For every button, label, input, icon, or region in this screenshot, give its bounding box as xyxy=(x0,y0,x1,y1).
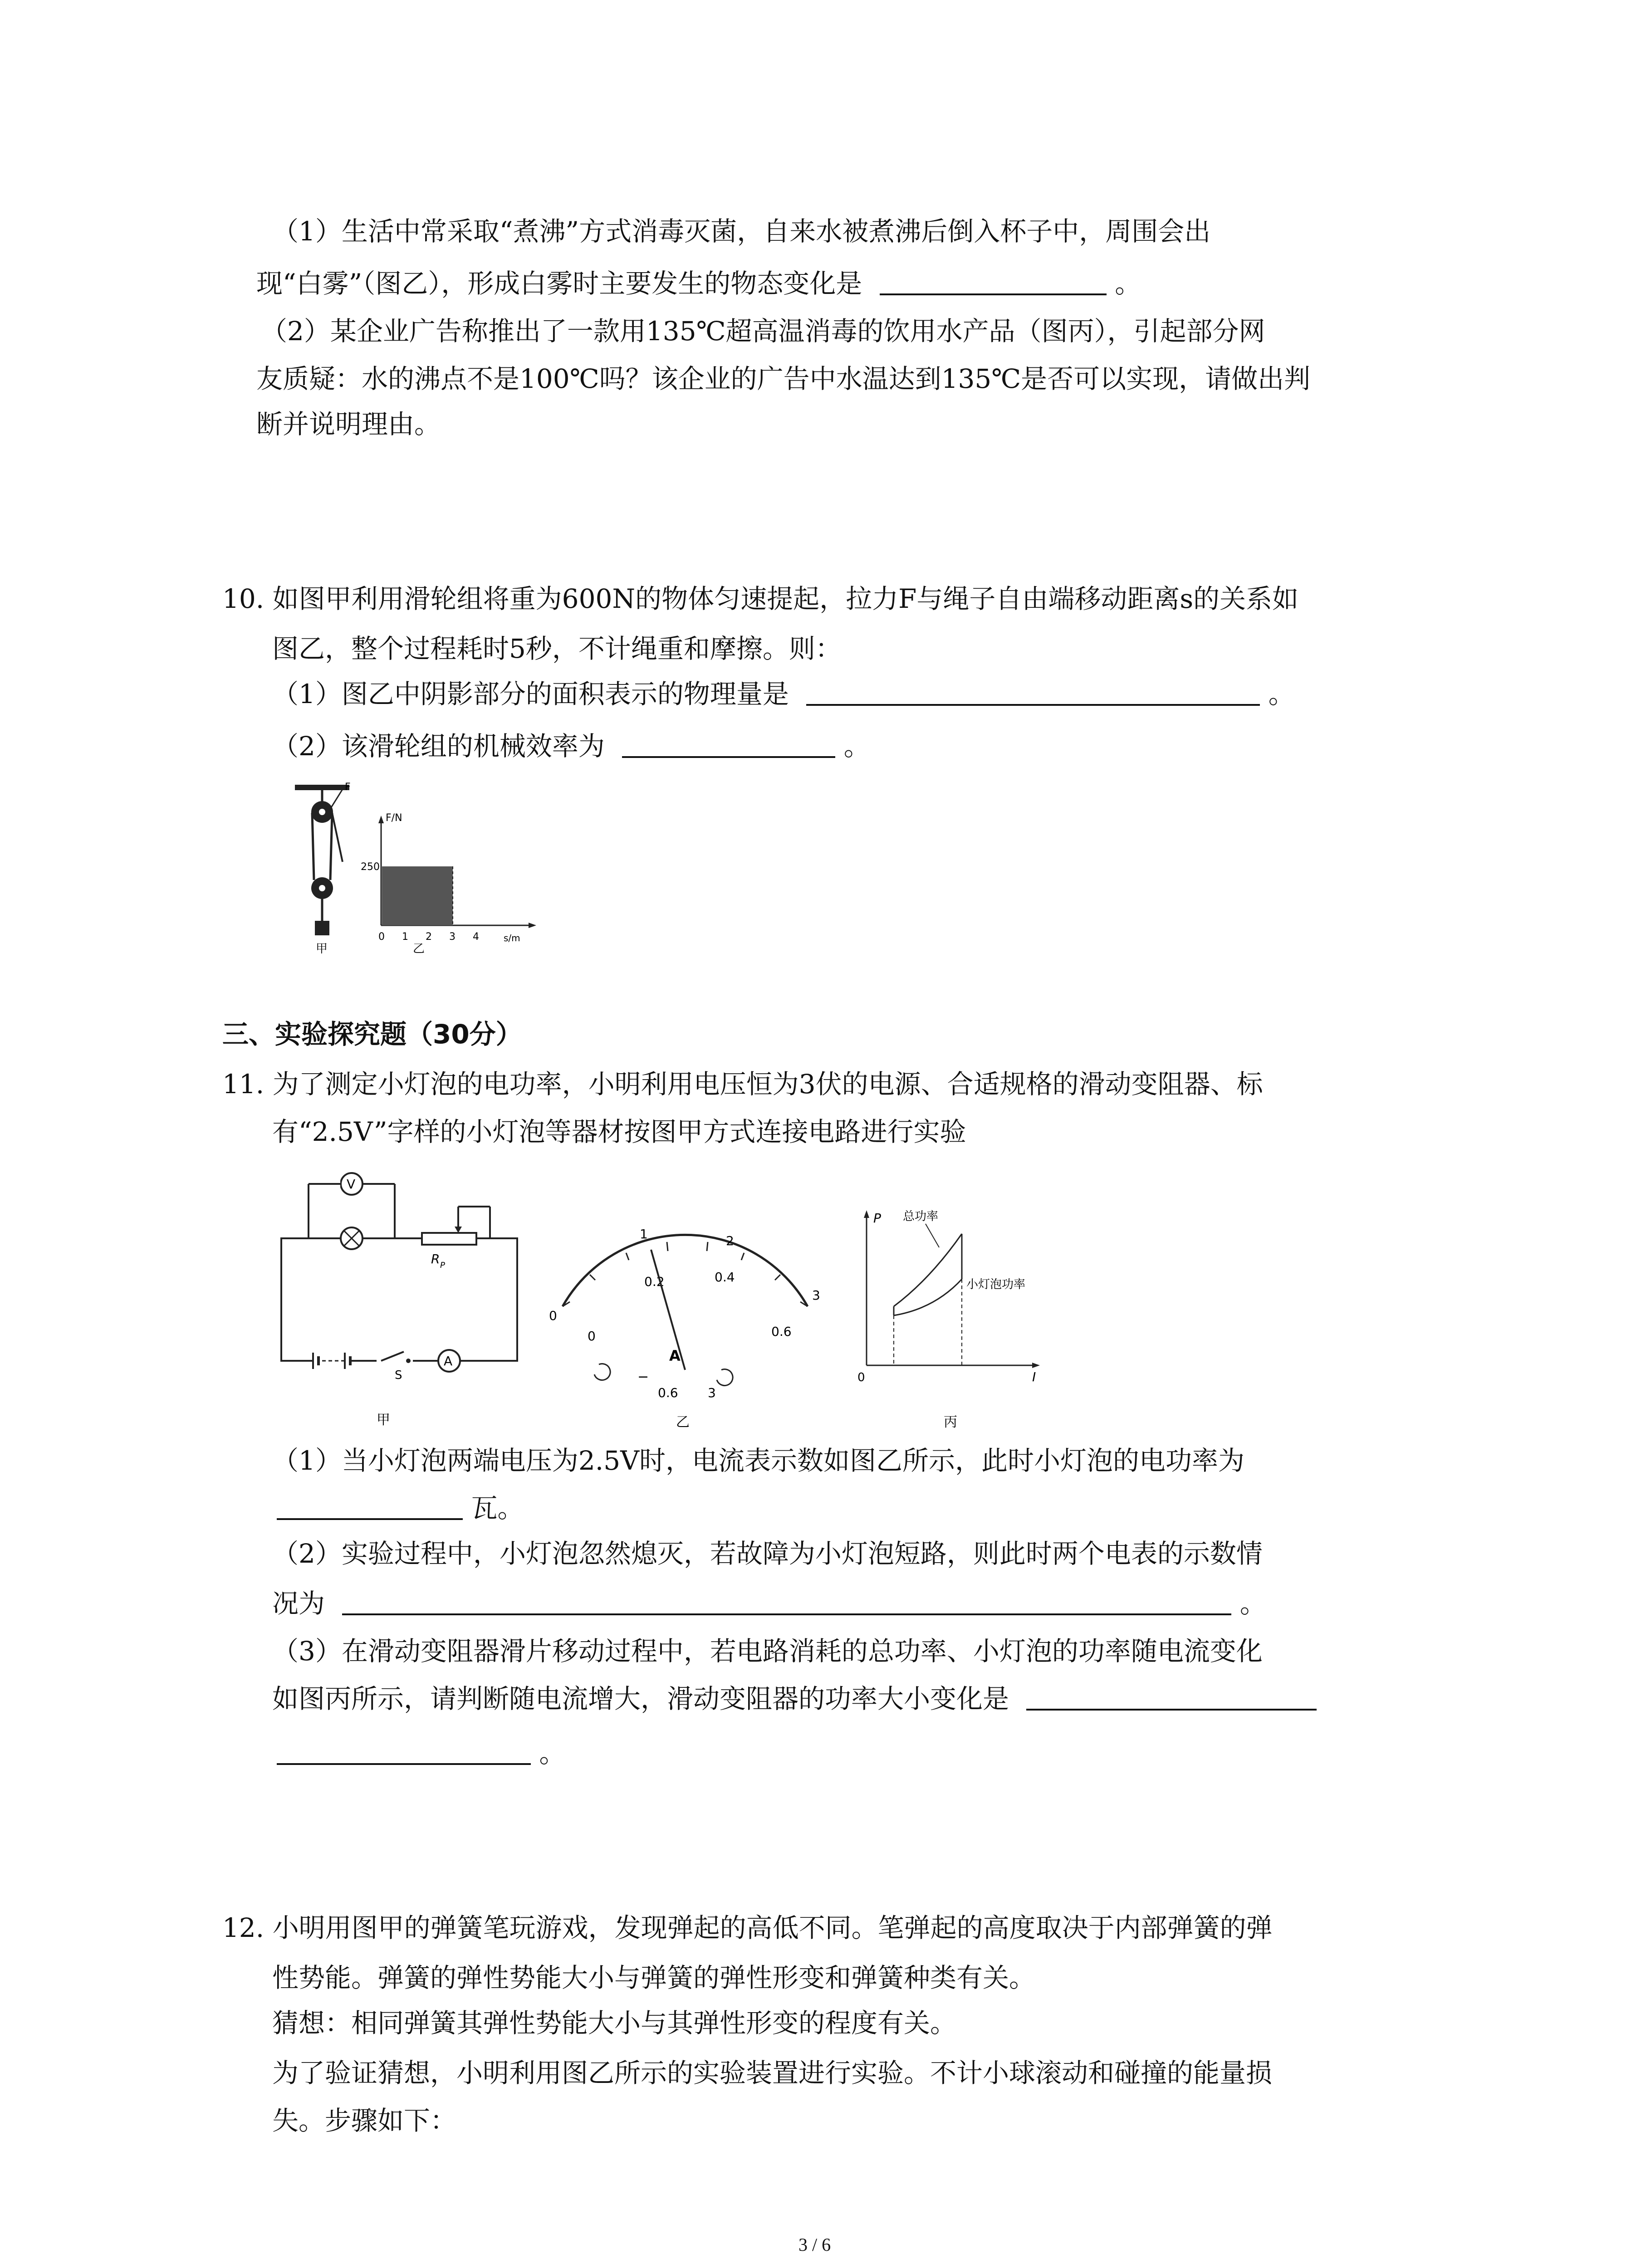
q12-line1: 12. 小明用图甲的弹簧笔玩游戏，发现弹起的高低不同。笔弹起的高度取决于内部弹簧的弹 xyxy=(222,1912,1273,1943)
x-tick-4: 4 xyxy=(473,931,479,943)
y-tick-250: 250 xyxy=(361,861,380,873)
q10-part1 xyxy=(272,676,1295,712)
punct: 。 xyxy=(1239,1588,1266,1619)
rheostat-label: R xyxy=(431,1251,440,1266)
total-power-label: 总功率 xyxy=(903,1210,939,1223)
page-number: 3 / 6 xyxy=(798,2234,831,2255)
caption-jia: 甲 xyxy=(377,1412,390,1428)
punct: 。 xyxy=(1268,679,1295,709)
q11-part2-text: 况为 xyxy=(272,1588,325,1619)
label-jia: 甲 xyxy=(316,942,328,956)
q11-part1-line1: （1）当小灯泡两端电压为2.5V时，电流表示数如图乙所示，此时小灯泡的电功率为 xyxy=(272,1445,1245,1476)
q12-line3: 猜想：相同弹簧其弹性势能大小与其弹性形变的程度有关。 xyxy=(272,2008,957,2038)
ceiling-beam xyxy=(295,785,349,790)
q10-part1-text: （1）图乙中阴影部分的面积表示的物理量是 xyxy=(272,679,789,709)
caption-yi: 乙 xyxy=(676,1414,690,1429)
q9-part2-line1: （2）某企业广告称推出了一款用135℃超高温消毒的饮用水产品（图丙），引起部分网 xyxy=(261,316,1265,347)
q11-line2: 有“2.5V”字样的小灯泡等器材按图甲方式连接电路进行实验 xyxy=(272,1116,966,1147)
q9-part1-line2 xyxy=(256,265,1141,302)
lamp-power-curve xyxy=(894,1279,962,1315)
circuit-diagram xyxy=(272,1166,526,1429)
caption-bing: 丙 xyxy=(944,1414,957,1429)
q12-line5: 失。步骤如下： xyxy=(272,2105,457,2136)
y-axis-label: F/N xyxy=(386,812,402,824)
q10-line1: 10. 如图甲利用滑轮组将重为600N的物体匀速提起，拉力F与绳子自由端移动距离s的关系如 xyxy=(222,583,1299,614)
q11-part1-line2 xyxy=(277,1490,524,1526)
q10-line2: 图乙，整个过程耗时5秒，不计绳重和摩擦。则： xyxy=(272,633,842,664)
dial-tick-1: 1 xyxy=(640,1227,648,1242)
x-tick-2: 2 xyxy=(426,931,432,943)
q12-line4: 为了验证猜想，小明利用图乙所示的实验装置进行实验。不计小球滚动和碰撞的能量损 xyxy=(272,2058,1273,2088)
answer-blank[interactable] xyxy=(806,677,1260,706)
q11-part3-line3 xyxy=(277,1735,565,1771)
section-title: 三、实验探究题（30分） xyxy=(222,1019,522,1050)
dial-tick-0.2: 0.2 xyxy=(644,1274,665,1289)
dial-zero-top: 0 xyxy=(549,1308,557,1323)
power-current-graph xyxy=(853,1198,1057,1429)
dial-tick-0.4: 0.4 xyxy=(715,1270,735,1285)
label-yi: 乙 xyxy=(413,942,425,956)
graph-y-label: P xyxy=(873,1211,881,1226)
pulley-and-graph-figure xyxy=(277,771,540,957)
answer-blank[interactable] xyxy=(1026,1681,1317,1711)
q11-part2-line1: （2）实验过程中，小灯泡忽然熄灭，若故障为小灯泡短路，则此时两个电表的示数情 xyxy=(272,1538,1263,1569)
q10-part2 xyxy=(272,728,870,764)
x-axis-label: s/m xyxy=(504,933,520,943)
voltmeter-label: V xyxy=(347,1177,356,1192)
dial-tick-0.6: 0.6 xyxy=(771,1324,792,1339)
q9-part2-line3: 断并说明理由。 xyxy=(256,409,441,440)
shaded-work-area xyxy=(382,866,453,925)
answer-blank[interactable] xyxy=(277,1736,531,1765)
ammeter-dial-figure xyxy=(535,1225,853,1429)
q11-part3-text: 如图丙所示，请判断随电流增大，滑动变阻器的功率大小变化是 xyxy=(272,1683,1009,1714)
graph-origin: 0 xyxy=(857,1371,865,1384)
terminal-0.6: 0.6 xyxy=(658,1385,678,1400)
q9-part1-text: 现“白雾”（图乙），形成白雾时主要发生的物态变化是 xyxy=(256,268,862,299)
unit-text: 瓦。 xyxy=(471,1493,524,1524)
answer-blank[interactable] xyxy=(622,729,835,758)
answer-blank[interactable] xyxy=(277,1491,463,1520)
punct: 。 xyxy=(539,1738,566,1769)
q9-part1-line1: （1）生活中常采取“煮沸”方式消毒灭菌，自来水被煮沸后倒入杯子中，周围会出 xyxy=(272,216,1211,247)
dial-arc xyxy=(563,1235,808,1306)
punct: 。 xyxy=(1115,268,1141,299)
lamp-power-label: 小灯泡功率 xyxy=(966,1278,1026,1291)
rheostat-icon xyxy=(422,1233,476,1245)
dial-tick-2: 2 xyxy=(726,1233,734,1248)
answer-blank[interactable] xyxy=(880,266,1107,295)
terminal-3: 3 xyxy=(708,1385,716,1400)
q11-part3-line1: （3）在滑动变阻器滑片移动过程中，若电路消耗的总功率、小灯泡的功率随电流变化 xyxy=(272,1636,1263,1667)
force-label: F xyxy=(345,782,351,793)
ammeter-label: A xyxy=(444,1354,453,1369)
rheostat-sub: P xyxy=(440,1261,445,1270)
q10-part2-text: （2）该滑轮组的机械效率为 xyxy=(272,731,605,762)
dial-zero-bottom: 0 xyxy=(588,1329,596,1344)
answer-blank[interactable] xyxy=(342,1586,1231,1615)
x-tick-1: 1 xyxy=(402,931,408,943)
dial-unit: A xyxy=(669,1347,681,1364)
q11-part2-line2 xyxy=(272,1585,1266,1622)
x-tick-3: 3 xyxy=(449,931,456,943)
q12-line2: 性势能。弹簧的弹性势能大小与弹簧的弹性形变和弹簧种类有关。 xyxy=(272,1962,1036,1993)
switch-label: S xyxy=(395,1369,402,1382)
dial-tick-3: 3 xyxy=(812,1288,820,1303)
total-power-curve xyxy=(894,1234,962,1306)
punct: 。 xyxy=(843,731,870,762)
q11-part3-line2 xyxy=(272,1681,1317,1717)
q11-line1: 11. 为了测定小灯泡的电功率，小明利用电压恒为3伏的电源、合适规格的滑动变阻器、标 xyxy=(222,1069,1263,1100)
terminal-minus: − xyxy=(637,1369,649,1385)
weight-block xyxy=(315,921,329,935)
graph-x-label: I xyxy=(1032,1369,1036,1384)
x-tick-0: 0 xyxy=(378,931,385,943)
q9-part2-line2: 友质疑：水的沸点不是100℃吗？该企业的广告中水温达到135℃是否可以实现，请做出判 xyxy=(256,363,1311,394)
